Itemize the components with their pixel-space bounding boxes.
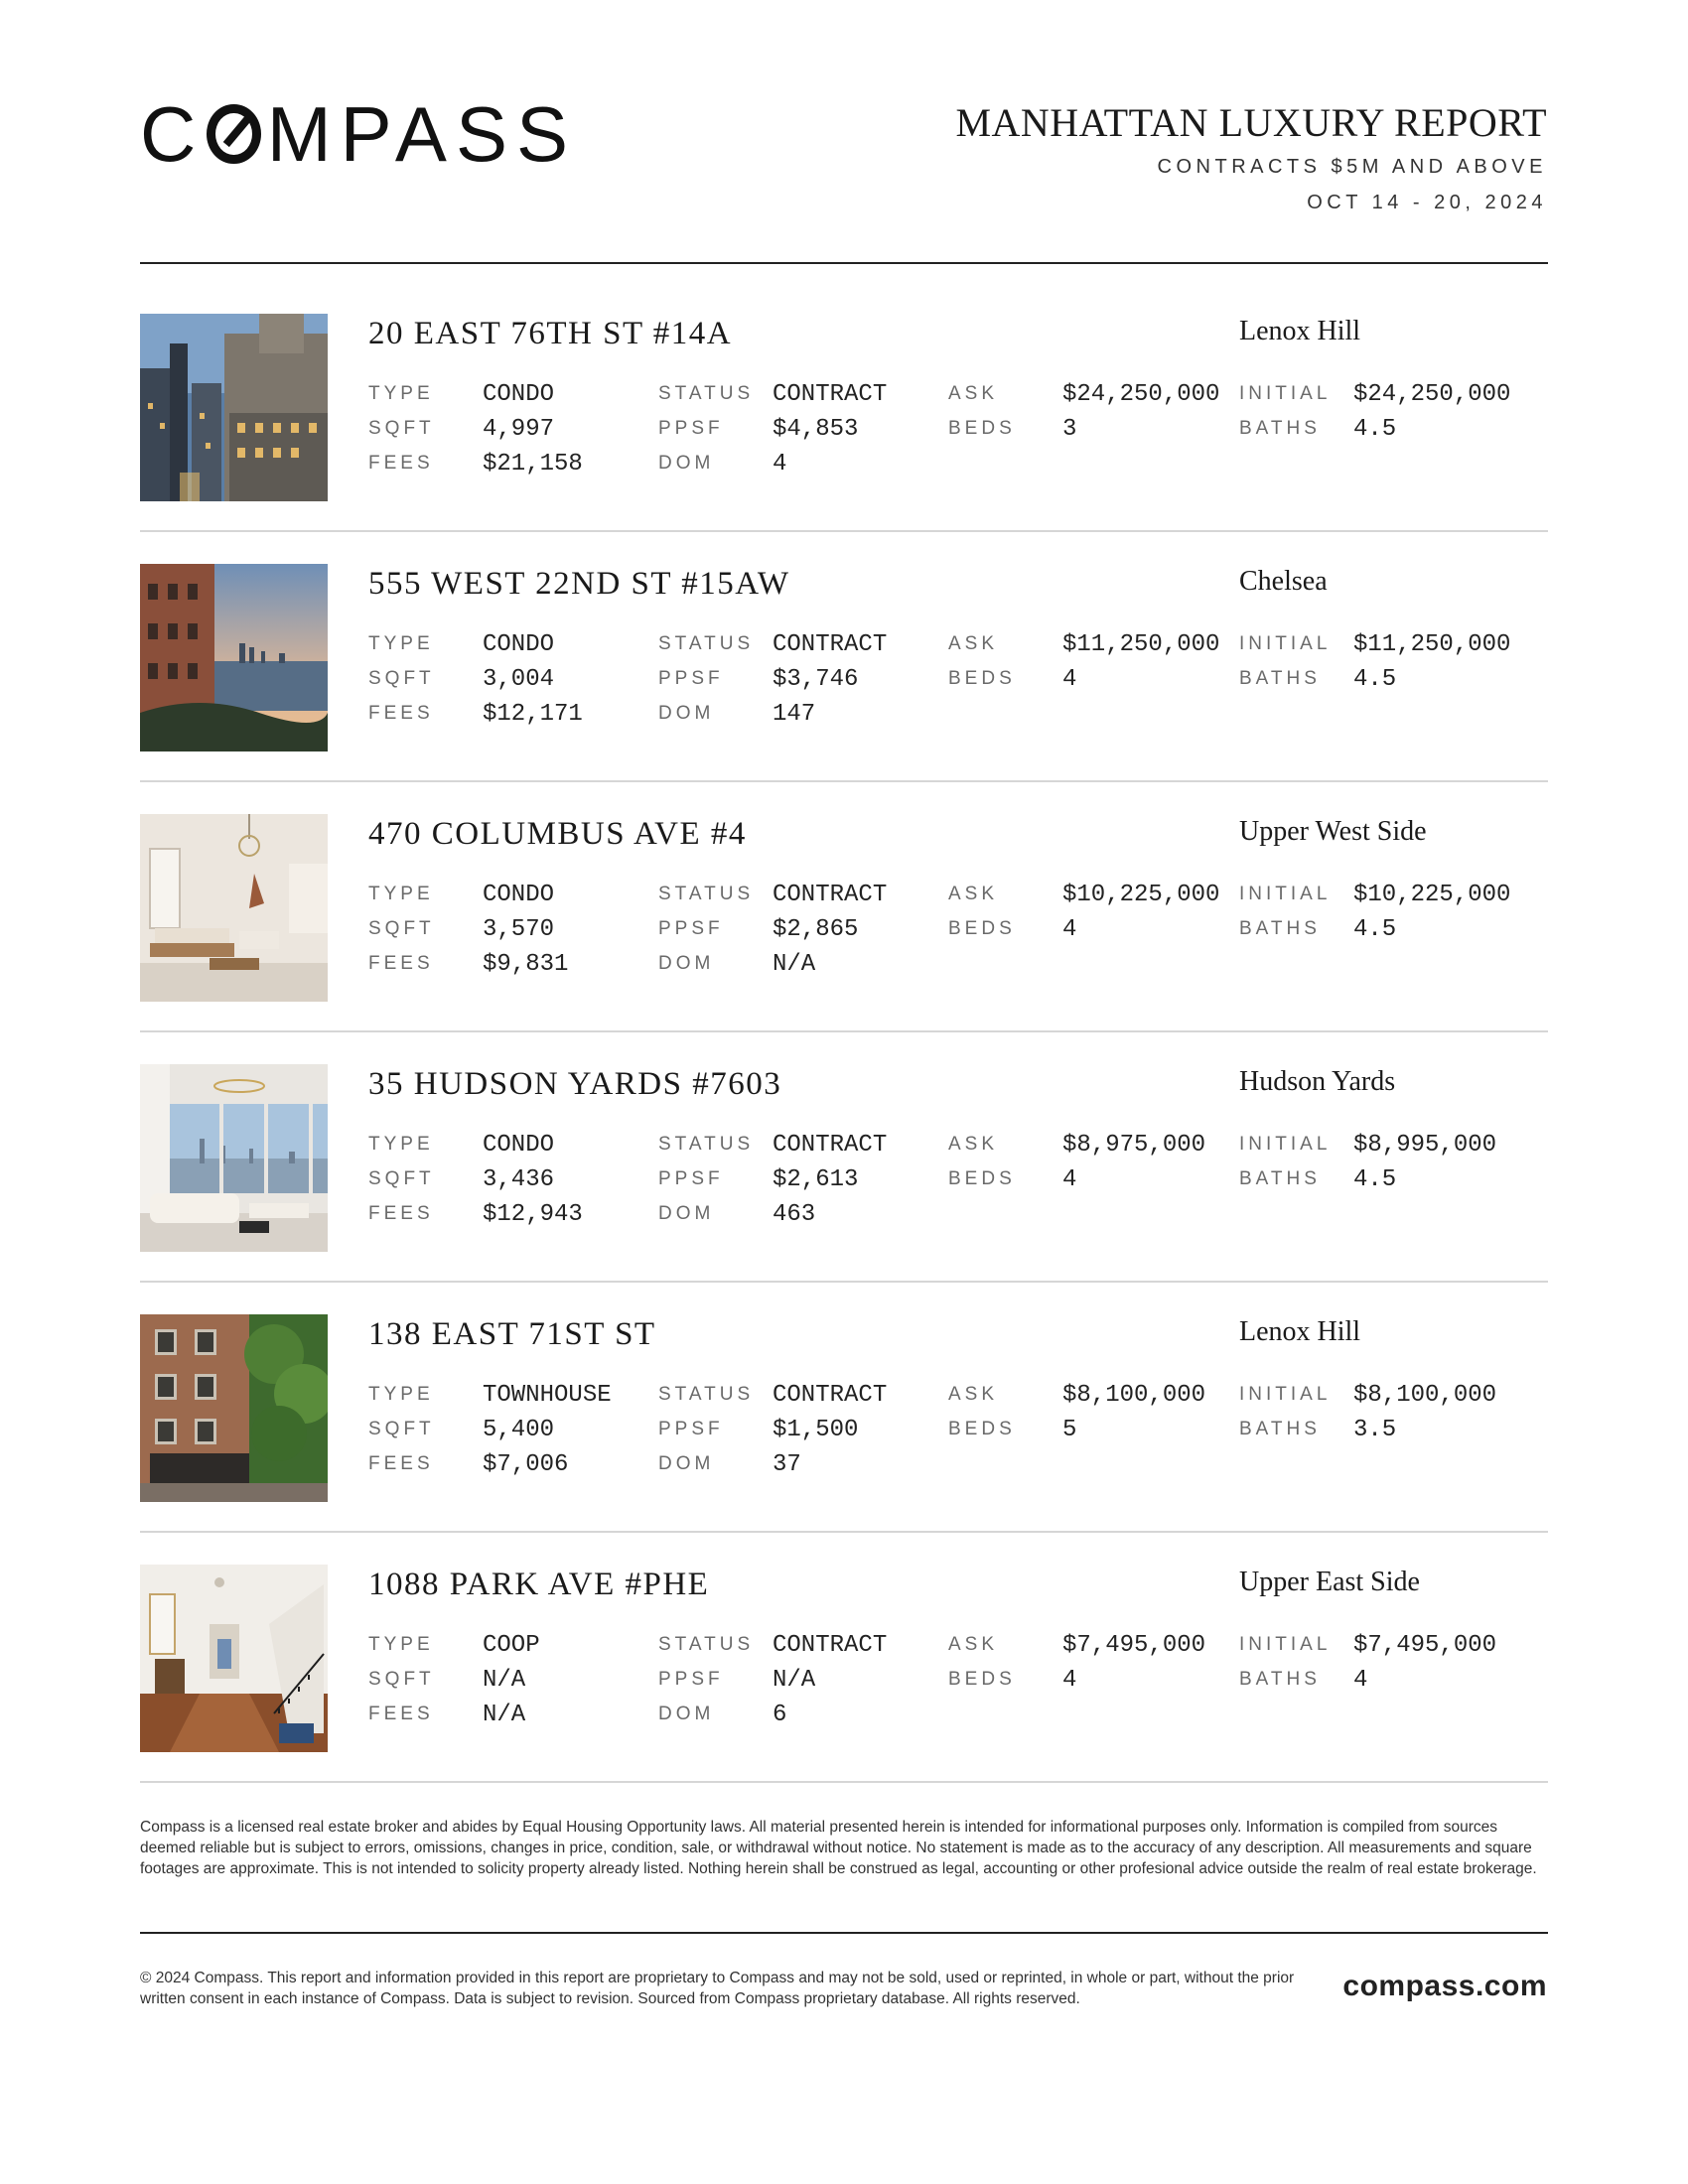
status-label: STATUS [658,383,755,404]
beds-value: 4 [1062,1166,1077,1193]
sqft-label: SQFT [368,918,435,939]
fees-label: FEES [368,1453,434,1474]
baths-value: 4.5 [1353,916,1397,943]
initial-label: INITIAL [1239,884,1332,904]
initial-value: $10,225,000 [1353,882,1511,908]
ask-label: ASK [948,1134,999,1155]
listing-neighborhood: Upper East Side [1239,1567,1420,1597]
listing-neighborhood: Lenox Hill [1239,1316,1361,1347]
ask-label: ASK [948,383,999,404]
disclaimer-text: Compass is a licensed real estate broker and abides by Equal Housing Opportunity laws. All material presented herein is intended for informational purposes only. Information is compiled from sources deemed reliable but is subject to errors, omissions, changes in price, condition, sale, or withdrawal without notice. No statement is made as to the accuracy of any description. All measurements and square footages are approximate. This is not intended to solicity property already listed. Nothing herein shall be construed as legal, accounting or other profesional advice outside the realm of real estate brokerage. [140,1819,1537,1877]
fees-label: FEES [368,453,434,474]
baths-label: BATHS [1239,1419,1321,1439]
beds-label: BEDS [948,1419,1016,1439]
beds-label: BEDS [948,1669,1016,1690]
status-value: CONTRACT [773,1132,888,1159]
beds-label: BEDS [948,668,1016,689]
status-value: CONTRACT [773,1632,888,1659]
dom-value: 147 [773,701,816,728]
baths-label: BATHS [1239,668,1321,689]
fees-value: $12,943 [483,1201,583,1228]
listing-neighborhood: Hudson Yards [1239,1066,1396,1097]
sqft-value: 3,004 [483,666,555,693]
dom-label: DOM [658,1453,715,1474]
initial-value: $7,495,000 [1353,1632,1497,1659]
listing-neighborhood: Chelsea [1239,566,1328,597]
ppsf-value: N/A [773,1667,816,1694]
sqft-label: SQFT [368,1419,435,1439]
sqft-label: SQFT [368,418,435,439]
baths-value: 4.5 [1353,416,1397,443]
beds-value: 4 [1062,1667,1077,1694]
row-divider [140,1030,1548,1032]
listing-address: 20 EAST 76TH ST #14A [368,316,733,351]
status-label: STATUS [658,633,755,654]
report-title: MANHATTAN LUXURY REPORT [955,100,1547,145]
baths-value: 4 [1353,1667,1368,1694]
type-label: TYPE [368,884,434,904]
listing-photo [140,1314,328,1502]
ppsf-value: $1,500 [773,1417,859,1443]
listing-photo [140,1064,328,1252]
skyline-living-room-image [140,1064,328,1252]
sqft-value: 3,436 [483,1166,555,1193]
copyright-text: © 2024 Compass. This report and information provided in this report are proprietary to Compass and may not be sold, used or reprinted, in whole or part, without the prior written consent in each instance of Compass. Data is subject to revision. Sourced from Compass proprietary database. All rights reserved. [140,1970,1295,2007]
ask-value: $7,495,000 [1062,1632,1206,1659]
row-divider [140,530,1548,532]
type-label: TYPE [368,1384,434,1405]
report-date-range: OCT 14 - 20, 2024 [1307,192,1547,213]
initial-value: $11,250,000 [1353,631,1511,658]
sqft-value: 3,570 [483,916,555,943]
ppsf-label: PPSF [658,668,724,689]
baths-label: BATHS [1239,1669,1321,1690]
ask-value: $8,975,000 [1062,1132,1206,1159]
ask-value: $24,250,000 [1062,381,1220,408]
listing-address: 470 COLUMBUS AVE #4 [368,816,747,852]
row-divider [140,1531,1548,1533]
type-value: CONDO [483,882,555,908]
fees-label: FEES [368,1203,434,1224]
dom-label: DOM [658,1704,715,1724]
listing-row [140,814,1548,1064]
dom-value: 37 [773,1451,801,1478]
ask-label: ASK [948,884,999,904]
type-value: CONDO [483,1132,555,1159]
ppsf-value: $2,613 [773,1166,859,1193]
listing-photo [140,314,328,501]
sqft-value: 5,400 [483,1417,555,1443]
dom-label: DOM [658,703,715,724]
sqft-value: 4,997 [483,416,555,443]
dom-value: 4 [773,451,787,478]
listing-photo [140,1565,328,1752]
status-value: CONTRACT [773,381,888,408]
initial-label: INITIAL [1239,383,1332,404]
ask-value: $11,250,000 [1062,631,1220,658]
listing-address: 35 HUDSON YARDS #7603 [368,1066,782,1102]
fees-value: $21,158 [483,451,583,478]
baths-value: 4.5 [1353,1166,1397,1193]
status-label: STATUS [658,1384,755,1405]
type-value: CONDO [483,631,555,658]
ppsf-label: PPSF [658,418,724,439]
beds-value: 4 [1062,916,1077,943]
row-divider [140,780,1548,782]
ppsf-value: $4,853 [773,416,859,443]
type-value: TOWNHOUSE [483,1382,612,1409]
listing-photo [140,564,328,751]
type-value: CONDO [483,381,555,408]
building-exterior-dusk-image [140,314,328,501]
beds-label: BEDS [948,1168,1016,1189]
ppsf-label: PPSF [658,918,724,939]
header-divider [140,262,1548,264]
fees-value: N/A [483,1702,526,1728]
ppsf-value: $2,865 [773,916,859,943]
type-value: COOP [483,1632,540,1659]
baths-label: BATHS [1239,418,1321,439]
listing-address: 555 WEST 22ND ST #15AW [368,566,790,602]
status-label: STATUS [658,884,755,904]
ask-value: $10,225,000 [1062,882,1220,908]
dom-value: 6 [773,1702,787,1728]
ask-label: ASK [948,1634,999,1655]
dom-label: DOM [658,1203,715,1224]
baths-value: 4.5 [1353,666,1397,693]
listing-row [140,1314,1548,1565]
baths-label: BATHS [1239,918,1321,939]
hallway-staircase-image [140,1565,328,1752]
sqft-label: SQFT [368,668,435,689]
type-label: TYPE [368,383,434,404]
dom-value: 463 [773,1201,816,1228]
listing-row [140,1565,1548,1815]
river-view-sunset-image [140,564,328,751]
brick-townhouse-image [140,1314,328,1502]
fees-label: FEES [368,1704,434,1724]
living-room-interior-image [140,814,328,1002]
listing-photo [140,814,328,1002]
website-link[interactable]: compass.com [1342,1970,1547,2002]
compass-logo: C MPASS [140,90,577,178]
initial-label: INITIAL [1239,1634,1332,1655]
beds-label: BEDS [948,418,1016,439]
initial-value: $8,100,000 [1353,1382,1497,1409]
fees-value: $9,831 [483,951,569,978]
report-subtitle: CONTRACTS $5M AND ABOVE [1157,156,1547,178]
ppsf-label: PPSF [658,1669,724,1690]
status-label: STATUS [658,1134,755,1155]
beds-label: BEDS [948,918,1016,939]
status-value: CONTRACT [773,882,888,908]
ask-label: ASK [948,1384,999,1405]
beds-value: 4 [1062,666,1077,693]
fees-label: FEES [368,703,434,724]
baths-value: 3.5 [1353,1417,1397,1443]
status-value: CONTRACT [773,631,888,658]
sqft-label: SQFT [368,1669,435,1690]
initial-value: $24,250,000 [1353,381,1511,408]
initial-label: INITIAL [1239,1134,1332,1155]
type-label: TYPE [368,633,434,654]
ppsf-label: PPSF [658,1419,724,1439]
fees-value: $7,006 [483,1451,569,1478]
listing-row [140,564,1548,814]
listing-neighborhood: Upper West Side [1239,816,1427,847]
type-label: TYPE [368,1134,434,1155]
fees-value: $12,171 [483,701,583,728]
ask-label: ASK [948,633,999,654]
listing-row [140,314,1548,564]
dom-value: N/A [773,951,816,978]
fees-label: FEES [368,953,434,974]
sqft-label: SQFT [368,1168,435,1189]
beds-value: 5 [1062,1417,1077,1443]
ppsf-value: $3,746 [773,666,859,693]
listing-row [140,1064,1548,1314]
listing-address: 138 EAST 71ST ST [368,1316,656,1352]
dom-label: DOM [658,953,715,974]
ppsf-label: PPSF [658,1168,724,1189]
listing-address: 1088 PARK AVE #PHE [368,1567,710,1602]
beds-value: 3 [1062,416,1077,443]
type-label: TYPE [368,1634,434,1655]
dom-label: DOM [658,453,715,474]
initial-label: INITIAL [1239,633,1332,654]
initial-value: $8,995,000 [1353,1132,1497,1159]
footer-divider [140,1932,1548,1934]
baths-label: BATHS [1239,1168,1321,1189]
ask-value: $8,100,000 [1062,1382,1206,1409]
status-label: STATUS [658,1634,755,1655]
status-value: CONTRACT [773,1382,888,1409]
row-divider [140,1281,1548,1283]
sqft-value: N/A [483,1667,526,1694]
row-divider [140,1781,1548,1783]
listing-neighborhood: Lenox Hill [1239,316,1361,346]
initial-label: INITIAL [1239,1384,1332,1405]
